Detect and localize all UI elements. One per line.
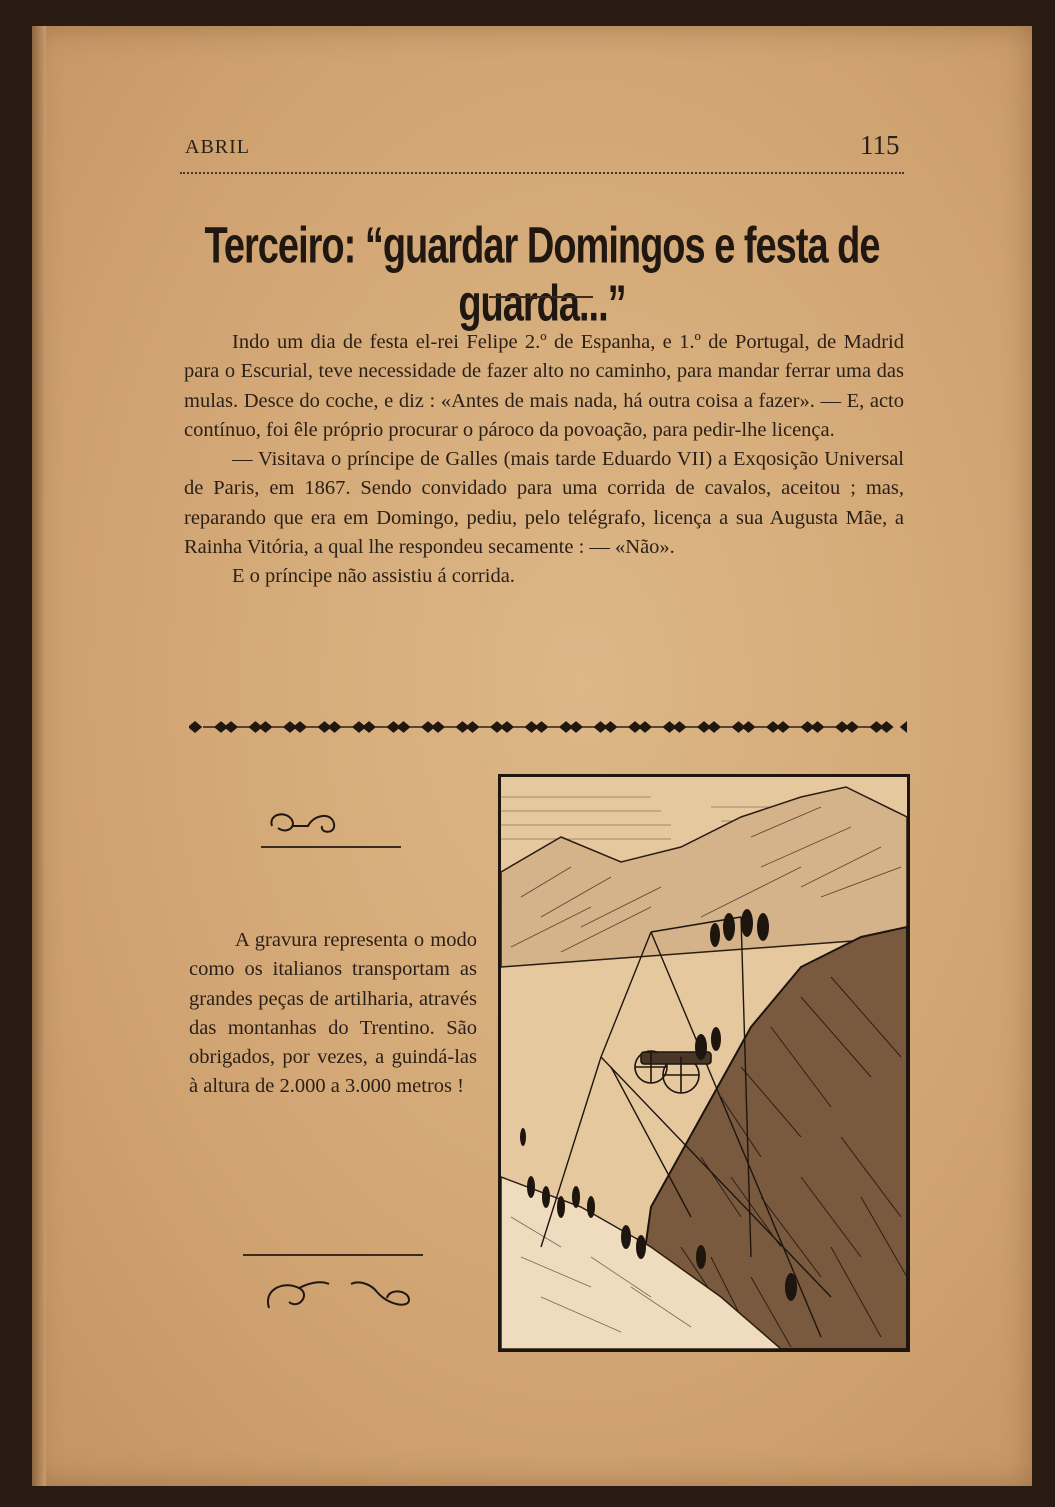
ornament-diamond-pair xyxy=(629,722,651,732)
chapter-title: Terceiro: “guardar Domingos e festa de guarda...” xyxy=(204,218,880,333)
ornament-diamond-pair xyxy=(319,722,341,732)
swash-ornament-top xyxy=(264,804,344,840)
paragraph-2: — Visitava o príncipe de Galles (mais tarde Eduardo VII) a Exqosição Universal de Paris, em 1867. Sendo convidado para uma corrida de cavalos, aceitou ; mas, reparando que era em Domingo, pediu, pelo telégrafo, licença a sua Augusta Mãe, a Rainha Vitória, a qual lhe respondeu secamente : — «Não». xyxy=(184,448,904,559)
ornament-diamond-pair xyxy=(457,722,479,732)
book-page xyxy=(32,26,1032,1486)
page-number: 115 xyxy=(860,130,900,160)
book-spine xyxy=(32,26,46,1486)
ornament-diamond-pair xyxy=(802,722,824,732)
ornament-diamond-pair xyxy=(215,722,237,732)
swash-ornament-bottom xyxy=(259,1270,419,1320)
ornament-diamond-pair xyxy=(595,722,617,732)
header-dotted-rule xyxy=(180,172,904,174)
paragraph-1: Indo um dia de festa el-rei Felipe 2.º de Espanha, e 1.º de Portugal, de Madrid para o Escurial, teve necessidade de fazer alto no caminho, para mandar ferrar uma das mulas. Desce do coche, e diz : «Antes de mais nada, há outra coisa a fazer». — E, acto contínuo, foi êle próprio procurar o pároco da povoação, para pedir-lhe licença. xyxy=(184,331,904,441)
caption-rule-bottom xyxy=(243,1254,423,1256)
body-text xyxy=(184,328,904,592)
ornament-diamond-pair xyxy=(526,722,548,732)
ornament-diamond-pair xyxy=(250,722,272,732)
caption-rule-top xyxy=(261,846,401,848)
ornament-diamond-pair xyxy=(664,722,686,732)
ornament-diamond-pair xyxy=(422,722,444,732)
ornament-diamond-pair xyxy=(491,722,513,732)
ornament-diamond-pair xyxy=(560,722,582,732)
ornament-diamond-pair xyxy=(767,722,789,732)
engraving-illustration xyxy=(501,777,907,1349)
paragraph-3: E o príncipe não assistiu á corrida. xyxy=(232,565,515,588)
title-rule xyxy=(489,296,593,298)
ornament-diamond-pair xyxy=(871,722,893,732)
ornament-diamond-pair xyxy=(698,722,720,732)
running-head: ABRIL xyxy=(185,136,250,158)
ornament-diamond-pair xyxy=(733,722,755,732)
ornament-diamond-pair xyxy=(353,722,375,732)
ornament-diamond-pair xyxy=(284,722,306,732)
ornament-diamond-pair xyxy=(388,722,410,732)
diamond-ornament-divider xyxy=(189,715,907,739)
engraving-caption: A gravura representa o modo como os italianos transportam as grandes peças de artilharia, através das montanhas do Trentino. São obrigados, por vezes, a guindá-las à altura de 2.000 a 3.000 metros ! xyxy=(189,929,477,1098)
mountain-artillery-engraving xyxy=(498,774,910,1352)
ornament-diamond-pair xyxy=(836,722,858,732)
